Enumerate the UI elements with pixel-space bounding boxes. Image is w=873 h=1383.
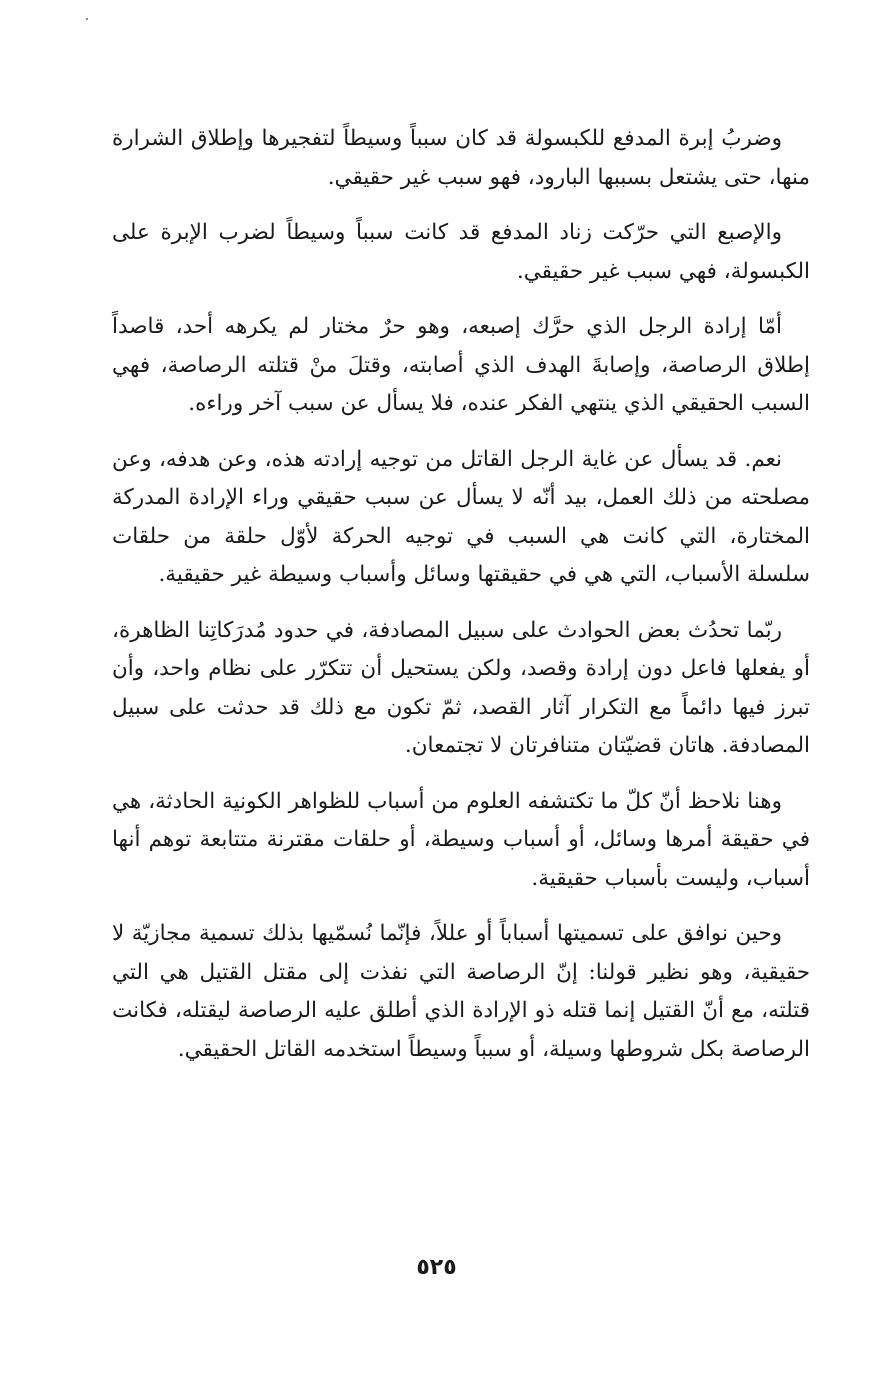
- paragraph-4: نعم. قد يسأل عن غاية الرجل القاتل من توجيه إرادته هذه، وعن هدفه، وعن مصلحته من ذلك العمل، بيد أنّه لا يسأل عن سبب حقيقي وراء الإرادة المدركة المختارة، التي كانت هي السبب في توجيه الحركة لأوّل حلقة من حلقات سلسلة الأسباب، التي هي في حقيقتها وسائل وأسباب وسيطة غير حقيقية.: [112, 446, 810, 587]
- paragraph-2: والإصبع التي حرّكت زناد المدفع قد كانت سبباً وسيطاً لضرب الإبرة على الكبسولة، فهي سبب غير حقيقي.: [112, 220, 810, 284]
- paragraph-1: وضربُ إبرة المدفع للكبسولة قد كان سبباً وسيطاً لتفجيرها وإطلاق الشرارة منها، حتى يشتعل بسببها البارود، فهو سبب غير حقيقي.: [112, 126, 810, 190]
- paragraph-7: وحين نوافق على تسميتها أسباباً أو عللاً، فإنّما نُسمّيها بذلك تسمية مجازيّة لا حقيقية، وهو نظير قولنا: إنّ الرصاصة التي نفذت إلى مقتل القتيل هي التي قتلته، مع أنّ القتيل إنما قتله ذو الإرادة الذي أطلق عليه الرصاصة ليقتله، فكانت الرصاصة بكل شروطها وسيلة، أو سبباً وسيطاً استخدمه القاتل الحقيقي.: [112, 921, 810, 1062]
- paragraph-5: ربّما تحدُث بعض الحوادث على سبيل المصادفة، في حدود مُدرَكاتِنا الظاهرة، أو يفعلها فاعل دون إرادة وقصد، ولكن يستحيل أن تتكرّر على نظام واحد، وأن تبرز فيها دائماً مع التكرار آثار القصد، ثمّ تكون مع ذلك قد حدثت على سبيل المصادفة. هاتان قضيّتان متنافرتان لا تجتمعان.: [112, 617, 810, 758]
- paragraph-3: أمّا إرادة الرجل الذي حرَّك إصبعه، وهو حرٌ مختار لم يكرهه أحد، قاصداً إطلاق الرصاصة، وإصابةَ الهدف الذي أصابته، وقتلَ منْ قتلته الرصاصة، فهي السبب الحقيقي الذي ينتهي الفكر عنده، فلا يسأل عن سبب آخر وراءه.: [112, 314, 810, 416]
- body-text: [112, 120, 810, 1086]
- scan-speck: [86, 18, 88, 20]
- paragraph-6: وهنا نلاحظ أنّ كلّ ما تكتشفه العلوم من أسباب للظواهر الكونية الحادثة، هي في حقيقة أمرها وسائل، أو أسباب وسيطة، أو حلقات مقترنة متتابعة توهم أنها أسباب، وليست بأسباب حقيقية.: [112, 788, 810, 891]
- page-number: ٥٢٥: [416, 1255, 457, 1280]
